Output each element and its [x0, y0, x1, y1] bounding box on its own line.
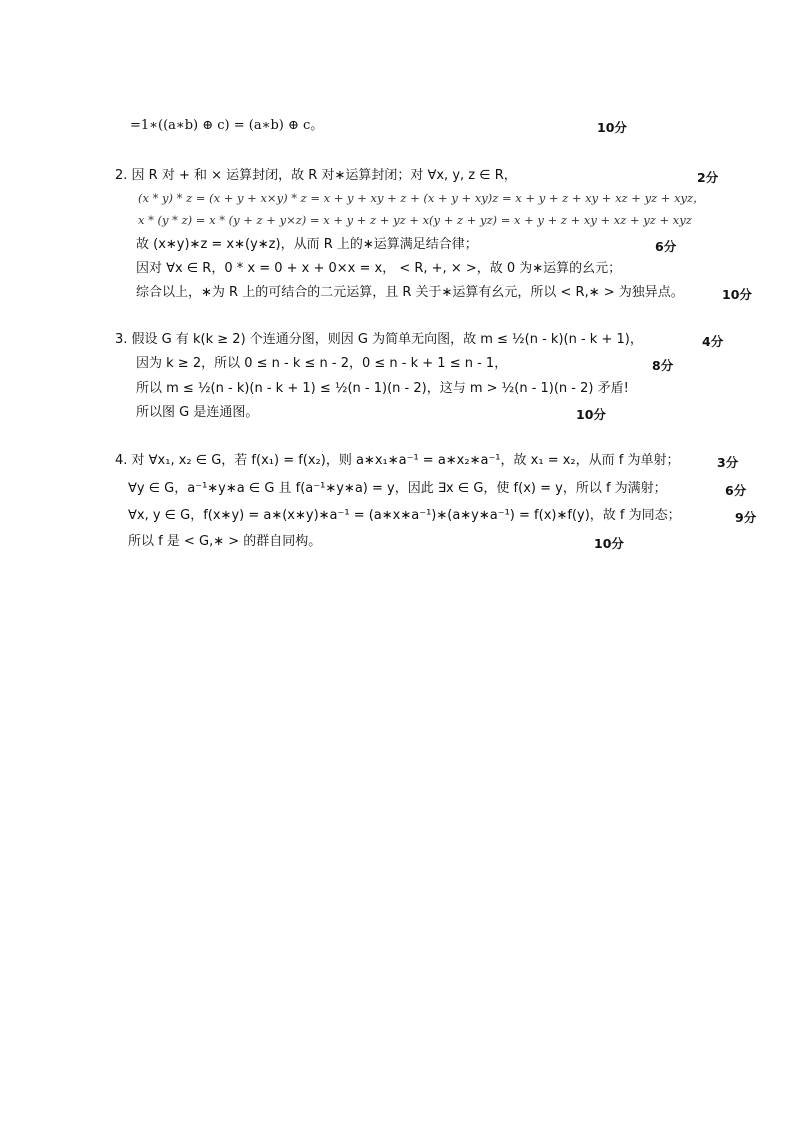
score-p4-a: 3分	[717, 455, 739, 470]
p4-line-4: 所以 f 是 < G,∗ > 的群自同构。	[128, 534, 322, 549]
score-p2-a: 2分	[697, 170, 719, 185]
p3-line-1: 3. 假设 G 有 k(k ≥ 2) 个连通分图，则因 G 为简单无向图，故 m ≤ ½(n - k)(n - k + 1)，	[115, 332, 643, 347]
p2-line-3: x * (y * z) = x * (y + z + y×z) = x + y + z + yz + x(y + z + yz) = x + y + z + xy + xz + yz + xyz	[138, 213, 692, 227]
score-p3-a: 4分	[702, 334, 724, 349]
p4-line-1: 4. 对 ∀x₁, x₂ ∈ G，若 f(x₁) = f(x₂)，则 a∗x₁∗a⁻¹ = a∗x₂∗a⁻¹，故 x₁ = x₂，从而 f 为单射；	[115, 453, 680, 468]
p2-line-4: 故 (x∗y)∗z = x∗(y∗z)，从而 R 上的∗运算满足结合律；	[136, 237, 478, 252]
score-p3-c: 10分	[576, 407, 606, 422]
score-p2-c: 10分	[722, 287, 752, 302]
p2-line-6: 综合以上，∗为 R 上的可结合的二元运算，且 R 关于∗运算有幺元，所以 < R,∗ > 为独异点。	[136, 285, 684, 300]
p2-line-2: (x * y) * z = (x + y + x×y) * z = x + y + xy + z + (x + y + xy)z = x + y + z + xy + xz + yz + xyz，	[138, 191, 705, 205]
p3-line-2: 因为 k ≥ 2，所以 0 ≤ n - k ≤ n - 2，0 ≤ n - k + 1 ≤ n - 1，	[136, 356, 508, 371]
score-p4-c: 9分	[735, 510, 757, 525]
score-p1: 10分	[597, 120, 627, 135]
p2-line-5: 因对 ∀x ∈ R，0 * x = 0 + x + 0×x = x， < R, +, × >，故 0 为∗运算的幺元；	[136, 261, 622, 276]
score-p4-b: 6分	[725, 483, 747, 498]
p3-line-4: 所以图 G 是连通图。	[136, 405, 259, 420]
p4-line-3: ∀x, y ∈ G，f(x∗y) = a∗(x∗y)∗a⁻¹ = (a∗x∗a⁻¹)∗(a∗y∗a⁻¹) = f(x)∗f(y)，故 f 为同态；	[128, 508, 681, 523]
p4-line-2: ∀y ∈ G，a⁻¹∗y∗a ∈ G 且 f(a⁻¹∗y∗a) = y，因此 ∃x ∈ G，使 f(x) = y，所以 f 为满射；	[128, 481, 667, 496]
p1-line-1: =1∗((a∗b) ⊕ c) = (a∗b) ⊕ c。	[130, 118, 324, 133]
score-p3-b: 8分	[652, 358, 674, 373]
score-p2-b: 6分	[655, 239, 677, 254]
score-p4-d: 10分	[594, 536, 624, 551]
p2-line-1: 2. 因 R 对 + 和 ⨯ 运算封闭，故 R 对∗运算封闭；对 ∀x, y, z ∈ R，	[115, 168, 517, 183]
p3-line-3: 所以 m ≤ ½(n - k)(n - k + 1) ≤ ½(n - 1)(n - 2)，这与 m > ½(n - 1)(n - 2) 矛盾!	[136, 381, 629, 396]
